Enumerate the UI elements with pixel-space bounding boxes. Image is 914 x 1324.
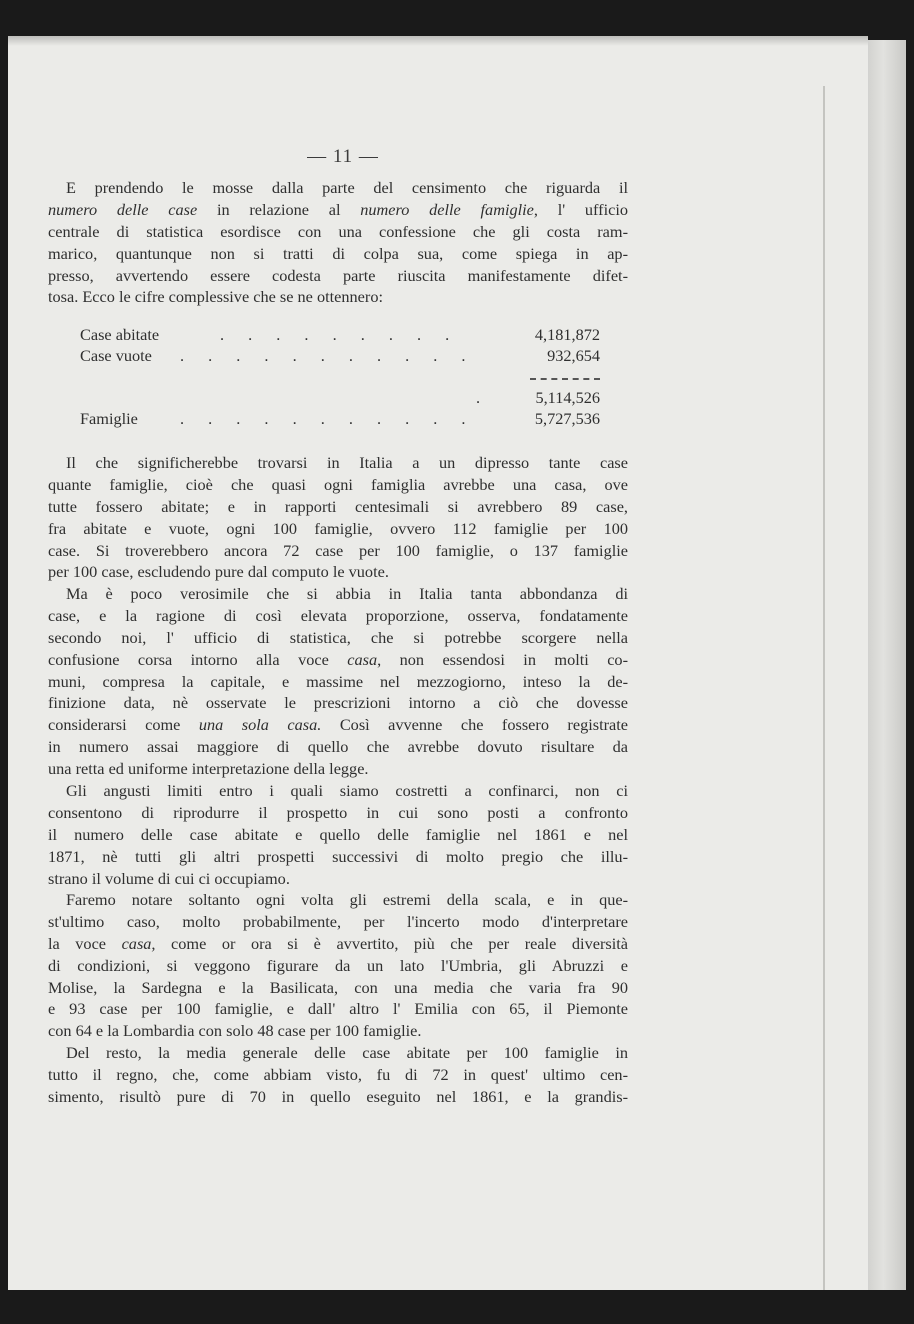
text-line: simento, risultò pure di 70 in quello eseguito nel 1861, e la grandis- [48, 1086, 628, 1106]
text-fragment: in relazione al [216, 199, 341, 219]
text-line [48, 933, 628, 955]
row-label: Case abitate [80, 325, 160, 344]
page-number: — 11 — [307, 146, 379, 167]
text-fragment: , non essendosi in molti co- [377, 649, 628, 669]
text-line: tutte fossero abitate; e in rapporti centesimali si avrebbero 89 case, [48, 496, 628, 516]
text-line [48, 649, 628, 671]
text-line: 1871, nè tutti gli altri prospetti successivi di molto pregio che illu- [48, 846, 628, 866]
text-line: secondo noi, l' ufficio di statistica, che si potrebbe scorgere nella [48, 627, 628, 647]
text-line: tosa. Ecco le cifre complessive che se ne ottennero: [48, 287, 383, 307]
page-fold-edge [868, 40, 906, 1290]
binding-line [823, 86, 825, 1290]
text-fragment: , l' ufficio [533, 199, 629, 219]
italic-phrase: casa [347, 649, 378, 669]
text-line: finizione data, nè osservate le prescrizioni intorno a ciò che dovesse [48, 693, 628, 713]
text-line: Faremo notare soltanto ogni volta gli estremi della scala, e in que- [66, 890, 628, 909]
text-fragment: la voce [48, 933, 107, 953]
text-line: fra abitate e vuote, ogni 100 famiglie, ovvero 112 famiglie per 100 [48, 518, 628, 538]
text-line: case. Si troverebbero ancora 72 case per 100 famiglie, o 137 famiglie [48, 540, 628, 560]
text-line: una retta ed uniforme interpretazione della legge. [48, 759, 369, 779]
row-value: 5,727,536 [534, 409, 600, 428]
leader-dots: . . . . . . . . . . . [180, 346, 476, 365]
italic-phrase: numero delle case [48, 199, 198, 219]
text-line: in numero assai maggiore di quello che avrebbe dovuto risultare da [48, 737, 628, 757]
leader-dots: . . . . . . . . . . . [180, 409, 476, 428]
text-line: il numero delle case abitate e quello delle famiglie nel 1861 e nel [48, 824, 628, 844]
text-line: per 100 case, escludendo pure dal computo le vuote. [48, 562, 389, 582]
page-top-shadow [8, 36, 868, 46]
paragraph-1 [48, 177, 628, 308]
italic-phrase: una sola casa. [198, 715, 322, 735]
table-row [80, 346, 600, 368]
text-line: di condizioni, si veggono figurare da un lato l'Umbria, gli Abruzzi e [48, 955, 628, 975]
table-row [80, 409, 600, 431]
text-line [48, 714, 628, 736]
text-line: consentono di riprodurre il prospetto in cui sono posti a confronto [48, 802, 628, 822]
paragraph-5 [48, 889, 628, 1042]
text-line: Gli angusti limiti entro i quali siamo costretti a confinarci, non ci [66, 781, 628, 800]
italic-phrase: numero delle famiglie [360, 199, 534, 219]
leader-dots: . . . . . . . . . [220, 325, 460, 344]
sum-rule [530, 378, 600, 380]
text-fragment: confusione corsa intorno alla voce [48, 649, 329, 669]
text-fragment: considerarsi come [48, 715, 181, 735]
text-line: marico, quantunque non si tratti di colpa sua, come spiega in ap- [48, 243, 628, 263]
scanned-page [8, 36, 868, 1290]
row-value: 4,181,872 [534, 325, 600, 344]
table-row [80, 325, 600, 347]
row-value: 5,114,526 [535, 388, 600, 407]
text-line: Molise, la Sardegna e la Basilicata, con una media che varia fra 90 [48, 977, 628, 997]
paragraph-3 [48, 583, 628, 780]
row-label: Case vuote [80, 346, 152, 365]
paragraph-2 [48, 452, 628, 583]
text-line: Ma è poco verosimile che si abbia in Italia tanta abbondanza di [66, 584, 628, 603]
text-line: quante famiglie, cioè che quasi ogni famiglia avrebbe una casa, ove [48, 474, 628, 494]
row-value: 932,654 [547, 346, 600, 365]
italic-phrase: casa, [121, 933, 156, 953]
text-line: tutto il regno, che, come abbiam visto, fu di 72 in quest' ultimo cen- [48, 1064, 628, 1084]
paragraph-6 [48, 1042, 628, 1108]
text-fragment: Così avvenne che fossero registrate [339, 715, 628, 735]
paragraph-4 [48, 780, 628, 889]
text-line: Del resto, la media generale delle case abitate per 100 famiglie in [66, 1043, 628, 1062]
text-line [48, 199, 628, 221]
table-row-total [80, 388, 600, 410]
row-label: Famiglie [80, 409, 138, 428]
text-line: strano il volume di cui ci occupiamo. [48, 868, 290, 888]
text-line: centrale di statistica esordisce con una confessione che gli costa ram- [48, 221, 628, 241]
text-line: st'ultimo caso, molto probabilmente, per l'incerto modo d'interpretare [48, 911, 628, 931]
text-line: e 93 case per 100 famiglie, e dall' altro l' Emilia con 65, il Piemonte [48, 999, 628, 1019]
text-line: muni, compresa la capitale, e massime nel mezzogiorno, inteso la de- [48, 671, 628, 691]
text-line: presso, avvertendo essere codesta parte riuscita manifestamente difet- [48, 265, 628, 285]
text-line: con 64 e la Lombardia con solo 48 case per 100 famiglie. [48, 1021, 422, 1041]
text-fragment: come or ora si è avvertito, più che per reale diversità [171, 933, 628, 953]
text-line: E prendendo le mosse dalla parte del censimento che riguarda il [66, 178, 628, 197]
text-line: case, e la ragione di così elevata proporzione, osserva, fondatamente [48, 605, 628, 625]
text-line: Il che significherebbe trovarsi in Italia a un dipresso tante case [66, 453, 628, 472]
leader-dots: . [476, 388, 491, 407]
